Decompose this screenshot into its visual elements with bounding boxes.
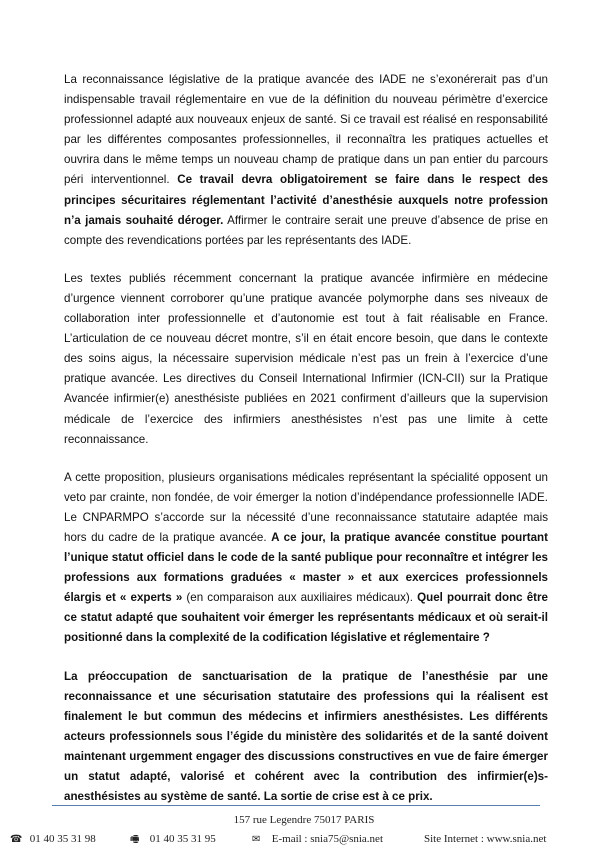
footer-divider [52,805,540,806]
bold-text-run: Ce travail devra obligatoirement se faire dans le respect des principes sécuritaires réglementant l’activité d’anesthésie auxquels notre profession n’a jamais souhaité déroger. [64,173,549,227]
footer-fax [130,830,216,849]
page-footer [0,812,602,848]
footer-phone [10,830,96,849]
email-address[interactable]: E-mail : snia75@snia.net [271,833,383,845]
paragraph-medical-veto [64,468,548,649]
fax-number: 01 40 35 31 95 [149,833,216,845]
paragraph-conclusion [64,667,548,808]
footer-website[interactable] [424,830,546,848]
email-icon: ✉ [252,834,261,845]
document-body [64,70,548,825]
bold-text-run: La préoccupation de sanctuarisation de la pratique de l’anesthésie par une reconnaissance et une sécurisation statutaire des professions qui la réalisent est finalement le but commun des médecins et infirmiers anesthésistes. Les différents acteurs professionnels sous l’égide du ministère des solidarités et de la santé doivent maintenant urgemment engager des discussions constructives en vue de faire émerger un statut adapté, valorisé et cohérent avec la contribution des infirmier(e)s-anesthésistes au système de santé. La sortie de crise est à ce prix. [64,669,548,804]
paragraph-recent-texts [64,269,548,450]
paragraph-legislative-recognition [64,70,548,251]
text-run: Affirmer le contraire serait une preuve d’absence de prise en compte des revendications portées par les représentants des IADE. [64,213,548,247]
fax-icon: 🖷 [130,834,140,845]
phone-number: 01 40 35 31 98 [29,833,96,845]
website-link[interactable]: Site Internet : www.snia.net [424,833,547,845]
bold-text-run: A ce jour, la pratique avancée constitue pourtant l’unique statut officiel dans le code de la santé publique pour reconnaître et intégrer les professions aux formations graduées « master » et aux exercices professionnels élargis et « experts » [64,530,548,605]
footer-contacts [0,830,602,848]
bold-text-run: Quel pourrait donc être ce statut adapté que souhaitent voir émerger les représentants médicaux et où serait-il positionné dans la complexité de la codification législative et réglementaire ? [64,591,548,645]
text-run: A cette proposition, plusieurs organisations médicales représentant la spécialité opposent un veto par crainte, non fondée, de voir émerger la notion d’indépendance professionnelle IADE. Le CNPARMPO s’accorde sur la nécessité d’une reconnaissance statutaire adaptée mais hors du cadre de la pratique avancée. [64,470,548,544]
footer-email[interactable] [252,830,383,849]
telephone-icon: ☎ [10,834,23,845]
text-run: La reconnaissance législative de la pratique avancée des IADE ne s’exonérerait pas d’un indispensable travail réglementaire en vue de la définition du nouveau périmètre d’exercice professionnel adapté aux nouveaux enjeux de santé. Si ce travail est réalisé en responsabilité par les différentes composantes professionnelles, il reconnaîtra les pratiques actuelles et ouvrira dans le même temps un nouveau champ de pratique dans un pan entier du parcours péri interventionnel. [64,73,548,187]
footer-address: 157 rue Legendre 75017 PARIS [233,814,375,826]
text-run: Les textes publiés récemment concernant la pratique avancée infirmière en médecine d’urgence viennent corroborer qu’une pratique avancée polymorphe dans ses niveaux de collaboration inter professionnelle et d’autonomie est tout à fait réalisable en France. L’articulation de ce nouveau décret montre, s’il en était encore besoin, que dans le contexte des soins aigus, la nécessaire supervision médicale n’est pas un frein à l’exercice d’une pratique avancée. Les directives du Conseil International Infirmier (ICN-CII) sur la Pratique Avancée infirmier(e) anesthésiste publiées en 2021 confirment d’ailleurs que la supervision médicale de l’exercice des infirmiers anesthésistes n’est pas une limite à cette reconnaissance. [64,271,548,446]
text-run: (en comparaison aux auxiliaires médicaux). [182,591,418,605]
